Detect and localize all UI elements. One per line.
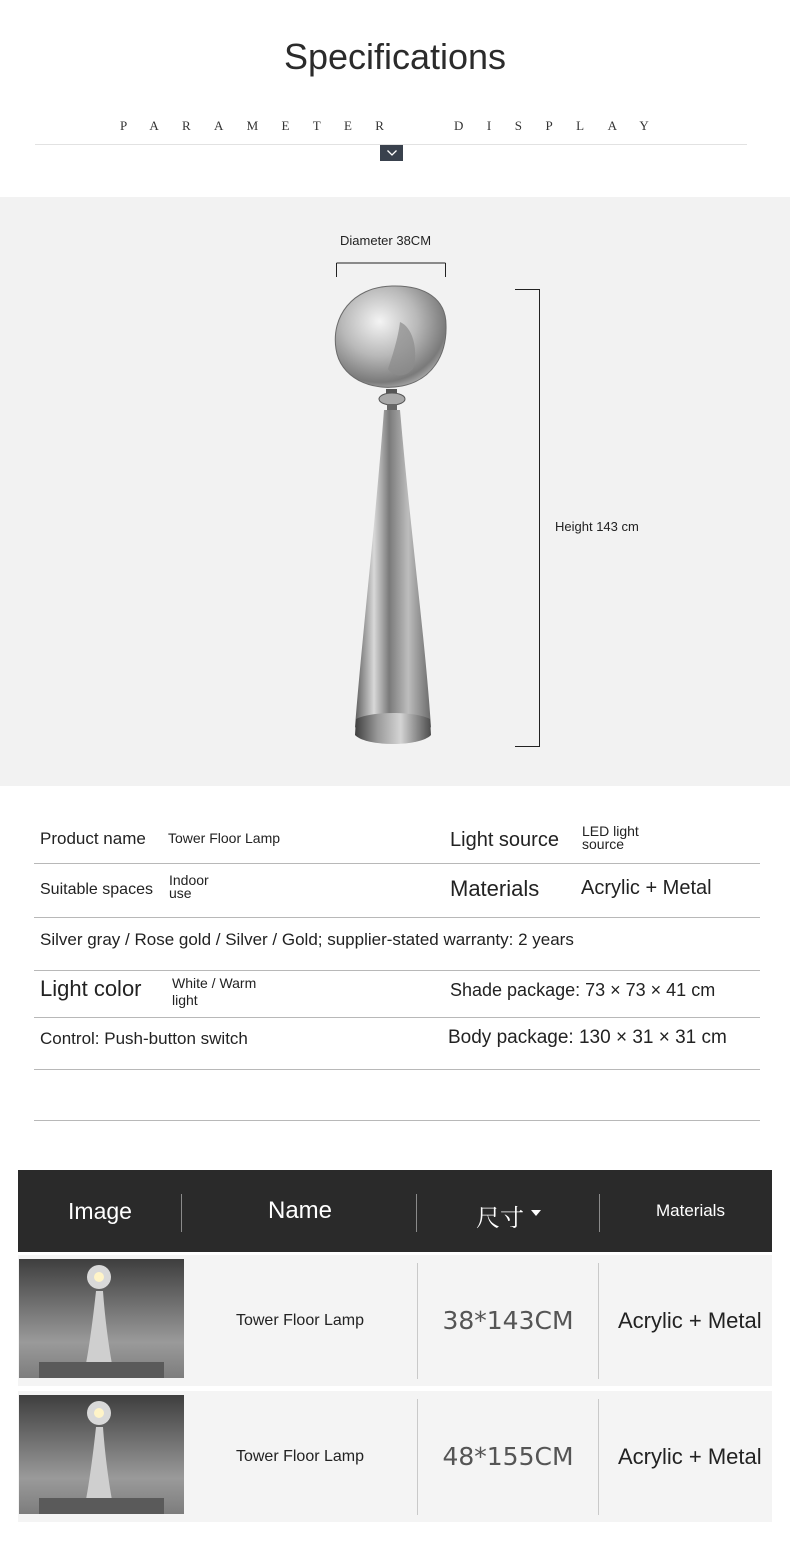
spec-value-light-source: LED light source [582, 823, 639, 852]
column-divider [598, 1263, 599, 1379]
column-divider [416, 1194, 417, 1232]
spec-body-package: Body package: 130 × 31 × 31 cm [448, 1027, 727, 1048]
spec-divider [34, 970, 760, 971]
height-bracket [515, 289, 540, 747]
spec-divider [34, 917, 760, 918]
spec-divider [34, 1120, 760, 1121]
spec-colors-warranty: Silver gray / Rose gold / Silver / Gold; supplier-stated warranty: 2 years [40, 930, 574, 949]
product-dimension-view [0, 197, 790, 786]
col-header-image: Image [68, 1197, 132, 1224]
caret-down-icon [530, 1209, 542, 1217]
expand-button[interactable] [380, 145, 403, 161]
spec-value-product-name: Tower Floor Lamp [168, 830, 281, 846]
spec-value-materials: Acrylic + Metal [581, 877, 712, 899]
spec-label-suitable-spaces: Suitable spaces [40, 881, 153, 898]
spec-label-light-color: Light color [40, 976, 142, 1001]
page-title: Specifications [283, 36, 507, 77]
diameter-label: Diameter 38CM [340, 233, 432, 248]
spec-value-light-color: White / Warm light [172, 975, 257, 1008]
spec-label-product-name: Product name [40, 829, 146, 848]
row-name: Tower Floor Lamp [235, 1447, 365, 1465]
spec-label-materials: Materials [450, 876, 540, 901]
row-size: 48*155CM [442, 1442, 574, 1471]
spec-divider [34, 1069, 760, 1070]
row-materials: Acrylic + Metal [618, 1307, 762, 1333]
spec-control: Control: Push-button switch [40, 1029, 248, 1048]
subtitle-word-parameter: PARAMETER [120, 118, 408, 133]
column-divider [598, 1399, 599, 1515]
lamp-thumbnail [19, 1259, 184, 1378]
spec-label-light-source: Light source [450, 829, 559, 851]
row-size: 38*143CM [442, 1306, 574, 1335]
col-header-materials: Materials [656, 1201, 725, 1220]
spec-value-suitable-spaces: Indoor use [169, 872, 209, 901]
size-table-header [18, 1170, 772, 1252]
table-row [18, 1391, 772, 1522]
col-header-size[interactable] [418, 1170, 600, 1252]
height-label: Height 143 cm [555, 519, 639, 534]
subtitle-word-display: DISPLAY [454, 118, 673, 133]
chevron-down-icon [386, 149, 398, 157]
lamp-illustration [0, 197, 790, 786]
row-materials: Acrylic + Metal [618, 1443, 762, 1469]
row-name: Tower Floor Lamp [235, 1311, 365, 1329]
col-header-size-label: 尺寸 [476, 1203, 524, 1232]
table-row [18, 1255, 772, 1386]
col-header-name: Name [267, 1197, 333, 1224]
spec-divider [34, 863, 760, 864]
lamp-thumbnail [19, 1395, 184, 1514]
spec-divider [34, 1017, 760, 1018]
spec-shade-package: Shade package: 73 × 73 × 41 cm [450, 980, 716, 1000]
diameter-bracket [337, 263, 446, 277]
